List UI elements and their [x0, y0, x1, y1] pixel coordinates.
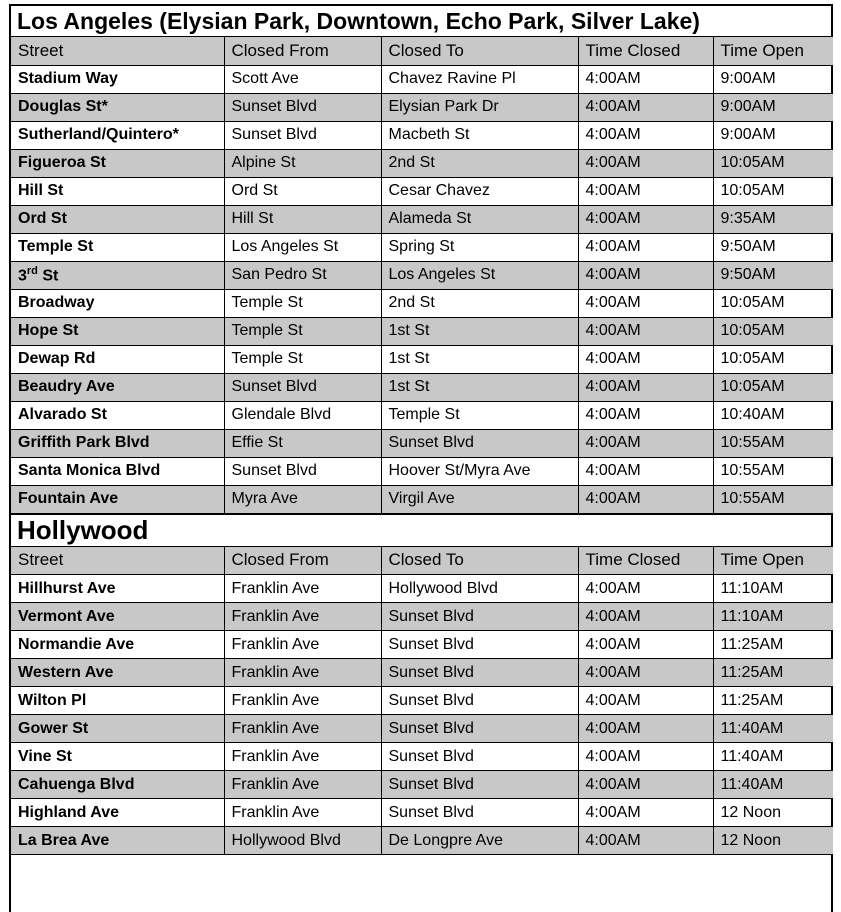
table-row [11, 743, 833, 771]
cell-time-closed: 4:00AM [578, 261, 713, 289]
table-row [11, 93, 833, 121]
cell-time-open: 10:05AM [713, 289, 833, 317]
header-closed-from: Closed From [224, 547, 381, 575]
table-row [11, 345, 833, 373]
table-row [11, 373, 833, 401]
cell-closed-to: Los Angeles St [381, 261, 578, 289]
table-row [11, 149, 833, 177]
cell-street: Ord St [11, 205, 224, 233]
section-title-los-angeles: Los Angeles (Elysian Park, Downtown, Echo Park, Silver Lake) [11, 6, 831, 37]
cell-closed-to: 1st St [381, 373, 578, 401]
header-time-closed: Time Closed [578, 37, 713, 65]
cell-time-closed: 4:00AM [578, 317, 713, 345]
cell-time-closed: 4:00AM [578, 65, 713, 93]
cell-closed-from: Franklin Ave [224, 799, 381, 827]
cell-time-closed: 4:00AM [578, 401, 713, 429]
cell-time-closed: 4:00AM [578, 177, 713, 205]
header-time-open: Time Open [713, 547, 833, 575]
cell-time-open: 11:25AM [713, 659, 833, 687]
cell-time-open: 10:40AM [713, 401, 833, 429]
table-row [11, 401, 833, 429]
cell-time-closed: 4:00AM [578, 457, 713, 485]
cell-time-open: 10:05AM [713, 317, 833, 345]
cell-closed-from: Alpine St [224, 149, 381, 177]
cell-street: Cahuenga Blvd [11, 771, 224, 799]
cell-street: Fountain Ave [11, 485, 224, 513]
cell-street: Hillhurst Ave [11, 575, 224, 603]
cell-street: Sutherland/Quintero* [11, 121, 224, 149]
cell-time-open: 9:50AM [713, 261, 833, 289]
cell-closed-from: Franklin Ave [224, 715, 381, 743]
cell-closed-from: Franklin Ave [224, 659, 381, 687]
cell-street: Hill St [11, 177, 224, 205]
cell-closed-from: Temple St [224, 289, 381, 317]
cell-time-closed: 4:00AM [578, 659, 713, 687]
page-continuation [11, 855, 831, 875]
cell-closed-from: Franklin Ave [224, 771, 381, 799]
cell-street: Wilton Pl [11, 687, 224, 715]
cell-street: 3rd St [11, 261, 224, 289]
hollywood-table [11, 547, 833, 856]
cell-closed-to: Spring St [381, 233, 578, 261]
cell-time-open: 10:55AM [713, 429, 833, 457]
cell-closed-from: Sunset Blvd [224, 373, 381, 401]
cell-closed-to: 2nd St [381, 149, 578, 177]
cell-closed-to: Hoover St/Myra Ave [381, 457, 578, 485]
cell-time-open: 11:10AM [713, 603, 833, 631]
cell-street: Vine St [11, 743, 224, 771]
cell-closed-from: San Pedro St [224, 261, 381, 289]
cell-time-open: 12 Noon [713, 799, 833, 827]
cell-street: La Brea Ave [11, 827, 224, 855]
section-title-hollywood: Hollywood [11, 514, 831, 547]
header-closed-to: Closed To [381, 547, 578, 575]
cell-closed-to: Sunset Blvd [381, 771, 578, 799]
table-row [11, 233, 833, 261]
cell-closed-to: Sunset Blvd [381, 743, 578, 771]
cell-time-open: 10:05AM [713, 177, 833, 205]
cell-time-closed: 4:00AM [578, 205, 713, 233]
cell-closed-from: Sunset Blvd [224, 457, 381, 485]
cell-closed-to: 1st St [381, 345, 578, 373]
header-street: Street [11, 547, 224, 575]
table-row [11, 687, 833, 715]
cell-time-closed: 4:00AM [578, 827, 713, 855]
cell-time-closed: 4:00AM [578, 289, 713, 317]
cell-time-closed: 4:00AM [578, 485, 713, 513]
closures-document [9, 4, 833, 912]
cell-street: Broadway [11, 289, 224, 317]
cell-closed-to: Temple St [381, 401, 578, 429]
cell-time-closed: 4:00AM [578, 373, 713, 401]
cell-street: Temple St [11, 233, 224, 261]
table-row [11, 631, 833, 659]
cell-closed-to: Cesar Chavez [381, 177, 578, 205]
cell-time-open: 9:00AM [713, 93, 833, 121]
cell-street: Western Ave [11, 659, 224, 687]
cell-street: Hope St [11, 317, 224, 345]
cell-time-closed: 4:00AM [578, 771, 713, 799]
cell-time-closed: 4:00AM [578, 603, 713, 631]
table-row [11, 603, 833, 631]
cell-time-closed: 4:00AM [578, 687, 713, 715]
cell-closed-to: Sunset Blvd [381, 429, 578, 457]
table-row [11, 575, 833, 603]
cell-street: Dewap Rd [11, 345, 224, 373]
table-row [11, 65, 833, 93]
cell-closed-to: Sunset Blvd [381, 631, 578, 659]
cell-time-open: 10:05AM [713, 345, 833, 373]
cell-time-closed: 4:00AM [578, 799, 713, 827]
cell-closed-to: De Longpre Ave [381, 827, 578, 855]
cell-closed-from: Franklin Ave [224, 575, 381, 603]
cell-time-closed: 4:00AM [578, 575, 713, 603]
cell-time-closed: 4:00AM [578, 121, 713, 149]
table-row [11, 205, 833, 233]
cell-time-open: 11:40AM [713, 743, 833, 771]
cell-time-closed: 4:00AM [578, 631, 713, 659]
cell-closed-from: Myra Ave [224, 485, 381, 513]
cell-closed-from: Temple St [224, 317, 381, 345]
cell-street: Gower St [11, 715, 224, 743]
cell-time-closed: 4:00AM [578, 345, 713, 373]
cell-closed-to: Elysian Park Dr [381, 93, 578, 121]
cell-closed-to: Sunset Blvd [381, 603, 578, 631]
cell-street: Douglas St* [11, 93, 224, 121]
table-row [11, 429, 833, 457]
cell-closed-from: Franklin Ave [224, 687, 381, 715]
cell-closed-to: Sunset Blvd [381, 715, 578, 743]
cell-time-open: 10:05AM [713, 149, 833, 177]
cell-time-open: 9:00AM [713, 121, 833, 149]
table-header-row [11, 547, 833, 575]
cell-street: Santa Monica Blvd [11, 457, 224, 485]
table-row [11, 177, 833, 205]
cell-time-open: 11:40AM [713, 715, 833, 743]
cell-time-open: 9:35AM [713, 205, 833, 233]
table-row [11, 485, 833, 513]
cell-closed-from: Glendale Blvd [224, 401, 381, 429]
cell-closed-from: Franklin Ave [224, 631, 381, 659]
header-closed-to: Closed To [381, 37, 578, 65]
cell-time-closed: 4:00AM [578, 93, 713, 121]
cell-street: Griffith Park Blvd [11, 429, 224, 457]
cell-time-closed: 4:00AM [578, 429, 713, 457]
cell-closed-from: Los Angeles St [224, 233, 381, 261]
cell-street: Alvarado St [11, 401, 224, 429]
cell-time-closed: 4:00AM [578, 149, 713, 177]
cell-time-open: 11:10AM [713, 575, 833, 603]
cell-street: Normandie Ave [11, 631, 224, 659]
cell-time-closed: 4:00AM [578, 743, 713, 771]
header-street: Street [11, 37, 224, 65]
cell-street: Highland Ave [11, 799, 224, 827]
cell-closed-to: 2nd St [381, 289, 578, 317]
cell-street: Stadium Way [11, 65, 224, 93]
cell-closed-from: Sunset Blvd [224, 93, 381, 121]
cell-closed-from: Franklin Ave [224, 603, 381, 631]
table-row [11, 289, 833, 317]
table-row [11, 317, 833, 345]
cell-closed-from: Scott Ave [224, 65, 381, 93]
los-angeles-table [11, 37, 833, 514]
table-header-row [11, 37, 833, 65]
table-row [11, 457, 833, 485]
table-row [11, 261, 833, 289]
cell-closed-from: Effie St [224, 429, 381, 457]
cell-closed-from: Franklin Ave [224, 743, 381, 771]
cell-time-open: 10:05AM [713, 373, 833, 401]
cell-time-closed: 4:00AM [578, 715, 713, 743]
cell-closed-from: Ord St [224, 177, 381, 205]
table-row [11, 827, 833, 855]
cell-street: Vermont Ave [11, 603, 224, 631]
cell-closed-to: Sunset Blvd [381, 659, 578, 687]
cell-time-open: 9:00AM [713, 65, 833, 93]
cell-time-open: 9:50AM [713, 233, 833, 261]
cell-time-open: 10:55AM [713, 457, 833, 485]
table-row [11, 121, 833, 149]
cell-closed-to: 1st St [381, 317, 578, 345]
cell-time-open: 11:40AM [713, 771, 833, 799]
header-time-open: Time Open [713, 37, 833, 65]
cell-closed-to: Hollywood Blvd [381, 575, 578, 603]
cell-closed-to: Alameda St [381, 205, 578, 233]
cell-closed-from: Hill St [224, 205, 381, 233]
header-closed-from: Closed From [224, 37, 381, 65]
cell-closed-to: Chavez Ravine Pl [381, 65, 578, 93]
cell-closed-to: Sunset Blvd [381, 687, 578, 715]
table-row [11, 771, 833, 799]
cell-time-closed: 4:00AM [578, 233, 713, 261]
table-row [11, 715, 833, 743]
cell-closed-from: Sunset Blvd [224, 121, 381, 149]
header-time-closed: Time Closed [578, 547, 713, 575]
cell-closed-from: Hollywood Blvd [224, 827, 381, 855]
cell-street: Beaudry Ave [11, 373, 224, 401]
cell-time-open: 11:25AM [713, 687, 833, 715]
cell-time-open: 10:55AM [713, 485, 833, 513]
cell-time-open: 11:25AM [713, 631, 833, 659]
cell-closed-from: Temple St [224, 345, 381, 373]
cell-street: Figueroa St [11, 149, 224, 177]
table-row [11, 659, 833, 687]
cell-closed-to: Virgil Ave [381, 485, 578, 513]
cell-time-open: 12 Noon [713, 827, 833, 855]
cell-closed-to: Macbeth St [381, 121, 578, 149]
cell-closed-to: Sunset Blvd [381, 799, 578, 827]
table-row [11, 799, 833, 827]
